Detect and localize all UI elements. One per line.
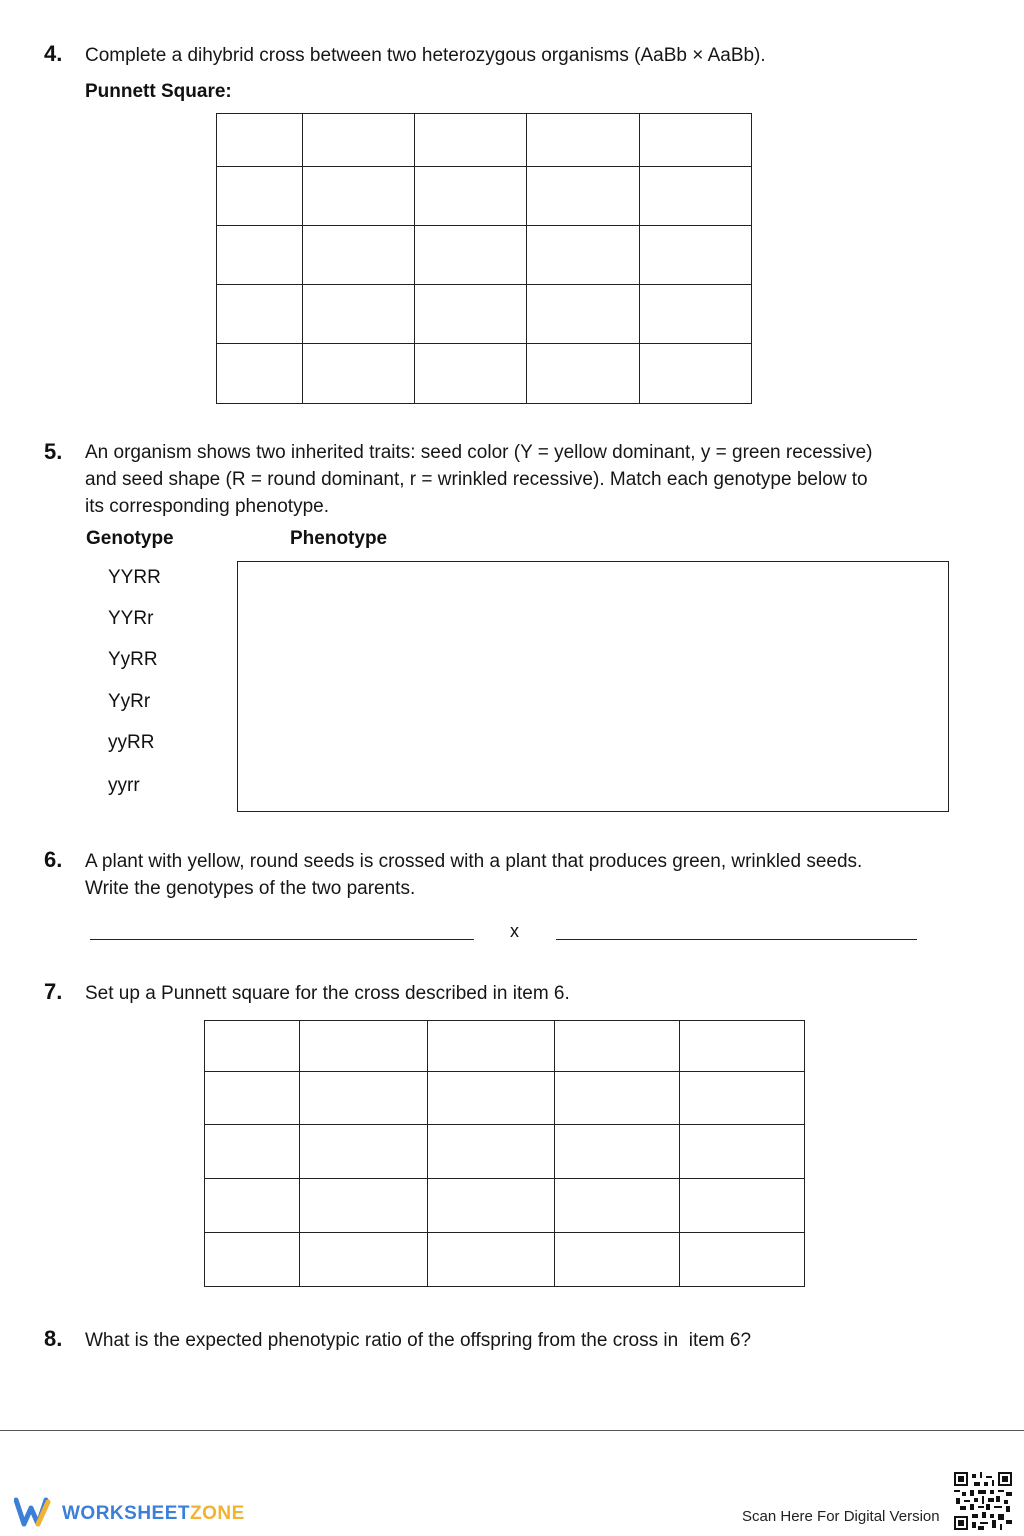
grid-cell[interactable] xyxy=(300,1179,428,1233)
question-6-line: A plant with yellow, round seeds is crossed with a plant that produces green, wrinkled seeds. xyxy=(85,851,863,872)
question-6-number: 6. xyxy=(44,847,63,872)
grid-cell[interactable] xyxy=(428,1125,554,1179)
phenotype-header: Phenotype xyxy=(290,528,388,549)
grid-cell[interactable] xyxy=(640,344,752,404)
grid-cell[interactable] xyxy=(217,285,303,344)
genotype-item: yyRR xyxy=(108,732,155,753)
grid-cell[interactable] xyxy=(302,285,414,344)
grid-cell[interactable] xyxy=(554,1021,679,1072)
genotype-item: YYRr xyxy=(108,608,154,629)
grid-cell[interactable] xyxy=(300,1021,428,1072)
grid-cell[interactable] xyxy=(414,344,527,404)
grid-cell[interactable] xyxy=(300,1233,428,1287)
grid-cell[interactable] xyxy=(205,1021,300,1072)
grid-cell[interactable] xyxy=(428,1021,554,1072)
question-8-text: What is the expected phenotypic ratio of the offspring from the cross in item 6? xyxy=(85,1330,752,1351)
grid-cell[interactable] xyxy=(205,1125,300,1179)
grid-cell[interactable] xyxy=(527,344,640,404)
question-5-number: 5. xyxy=(44,439,63,464)
grid-cell[interactable] xyxy=(302,226,414,285)
punnett-square-q7 xyxy=(204,1020,805,1287)
grid-cell[interactable] xyxy=(428,1179,554,1233)
grid-cell[interactable] xyxy=(414,114,527,167)
question-6-text xyxy=(85,848,862,902)
question-4-number: 4. xyxy=(44,41,63,66)
cross-symbol: x xyxy=(510,921,519,941)
grid-cell[interactable] xyxy=(414,226,527,285)
footer-divider xyxy=(0,1430,1024,1431)
question-4-text: Complete a dihybrid cross between two heterozygous organisms (AaBb × AaBb). xyxy=(85,45,766,66)
grid-cell[interactable] xyxy=(414,167,527,226)
grid-cell[interactable] xyxy=(679,1021,804,1072)
genotype-item: YyRr xyxy=(108,691,151,712)
grid-cell[interactable] xyxy=(302,167,414,226)
question-5-text xyxy=(85,439,872,520)
grid-cell[interactable] xyxy=(205,1233,300,1287)
grid-cell[interactable] xyxy=(428,1072,554,1125)
grid-cell[interactable] xyxy=(527,285,640,344)
genotype-item: YyRR xyxy=(108,649,158,670)
grid-cell[interactable] xyxy=(302,114,414,167)
parent-2-answer-line[interactable] xyxy=(556,939,917,940)
question-5-line: its corresponding phenotype. xyxy=(85,496,329,517)
punnett-square-q4 xyxy=(216,113,752,404)
genotype-item: yyrr xyxy=(108,775,140,796)
brand-prefix: WORKSHEET xyxy=(62,1503,190,1524)
brand-suffix: ZONE xyxy=(190,1503,245,1524)
grid-cell[interactable] xyxy=(205,1179,300,1233)
question-5-line: An organism shows two inherited traits: seed color (Y = yellow dominant, y = green recessive) xyxy=(85,442,873,463)
worksheetzone-logo-icon xyxy=(14,1496,56,1533)
grid-cell[interactable] xyxy=(554,1125,679,1179)
grid-cell[interactable] xyxy=(527,167,640,226)
genotype-header: Genotype xyxy=(86,528,174,549)
punnett-square-label: Punnett Square: xyxy=(85,81,232,102)
parent-1-answer-line[interactable] xyxy=(90,939,474,940)
question-7-text: Set up a Punnett square for the cross described in item 6. xyxy=(85,983,570,1004)
question-5-line: and seed shape (R = round dominant, r = wrinkled recessive). Match each genotype below to xyxy=(85,469,868,490)
qr-code-icon[interactable] xyxy=(954,1472,1012,1535)
grid-cell[interactable] xyxy=(527,114,640,167)
phenotype-answer-box[interactable] xyxy=(237,561,949,812)
grid-cell[interactable] xyxy=(640,114,752,167)
grid-cell[interactable] xyxy=(300,1125,428,1179)
grid-cell[interactable] xyxy=(302,344,414,404)
grid-cell[interactable] xyxy=(554,1233,679,1287)
worksheetzone-brand[interactable] xyxy=(14,1496,245,1532)
grid-cell[interactable] xyxy=(217,167,303,226)
grid-cell[interactable] xyxy=(640,285,752,344)
genotype-item: YYRR xyxy=(108,567,161,588)
grid-cell[interactable] xyxy=(679,1233,804,1287)
grid-cell[interactable] xyxy=(679,1072,804,1125)
grid-cell[interactable] xyxy=(428,1233,554,1287)
scan-text: Scan Here For Digital Version xyxy=(742,1508,940,1525)
grid-cell[interactable] xyxy=(640,167,752,226)
grid-cell[interactable] xyxy=(554,1072,679,1125)
grid-cell[interactable] xyxy=(300,1072,428,1125)
question-7-number: 7. xyxy=(44,979,63,1004)
brand-name xyxy=(62,1503,245,1525)
grid-cell[interactable] xyxy=(205,1072,300,1125)
question-6-line: Write the genotypes of the two parents. xyxy=(85,878,416,899)
grid-cell[interactable] xyxy=(217,226,303,285)
grid-cell[interactable] xyxy=(217,344,303,404)
grid-cell[interactable] xyxy=(554,1179,679,1233)
grid-cell[interactable] xyxy=(527,226,640,285)
grid-cell[interactable] xyxy=(640,226,752,285)
grid-cell[interactable] xyxy=(679,1125,804,1179)
grid-cell[interactable] xyxy=(679,1179,804,1233)
question-8-number: 8. xyxy=(44,1326,63,1351)
grid-cell[interactable] xyxy=(414,285,527,344)
grid-cell[interactable] xyxy=(217,114,303,167)
